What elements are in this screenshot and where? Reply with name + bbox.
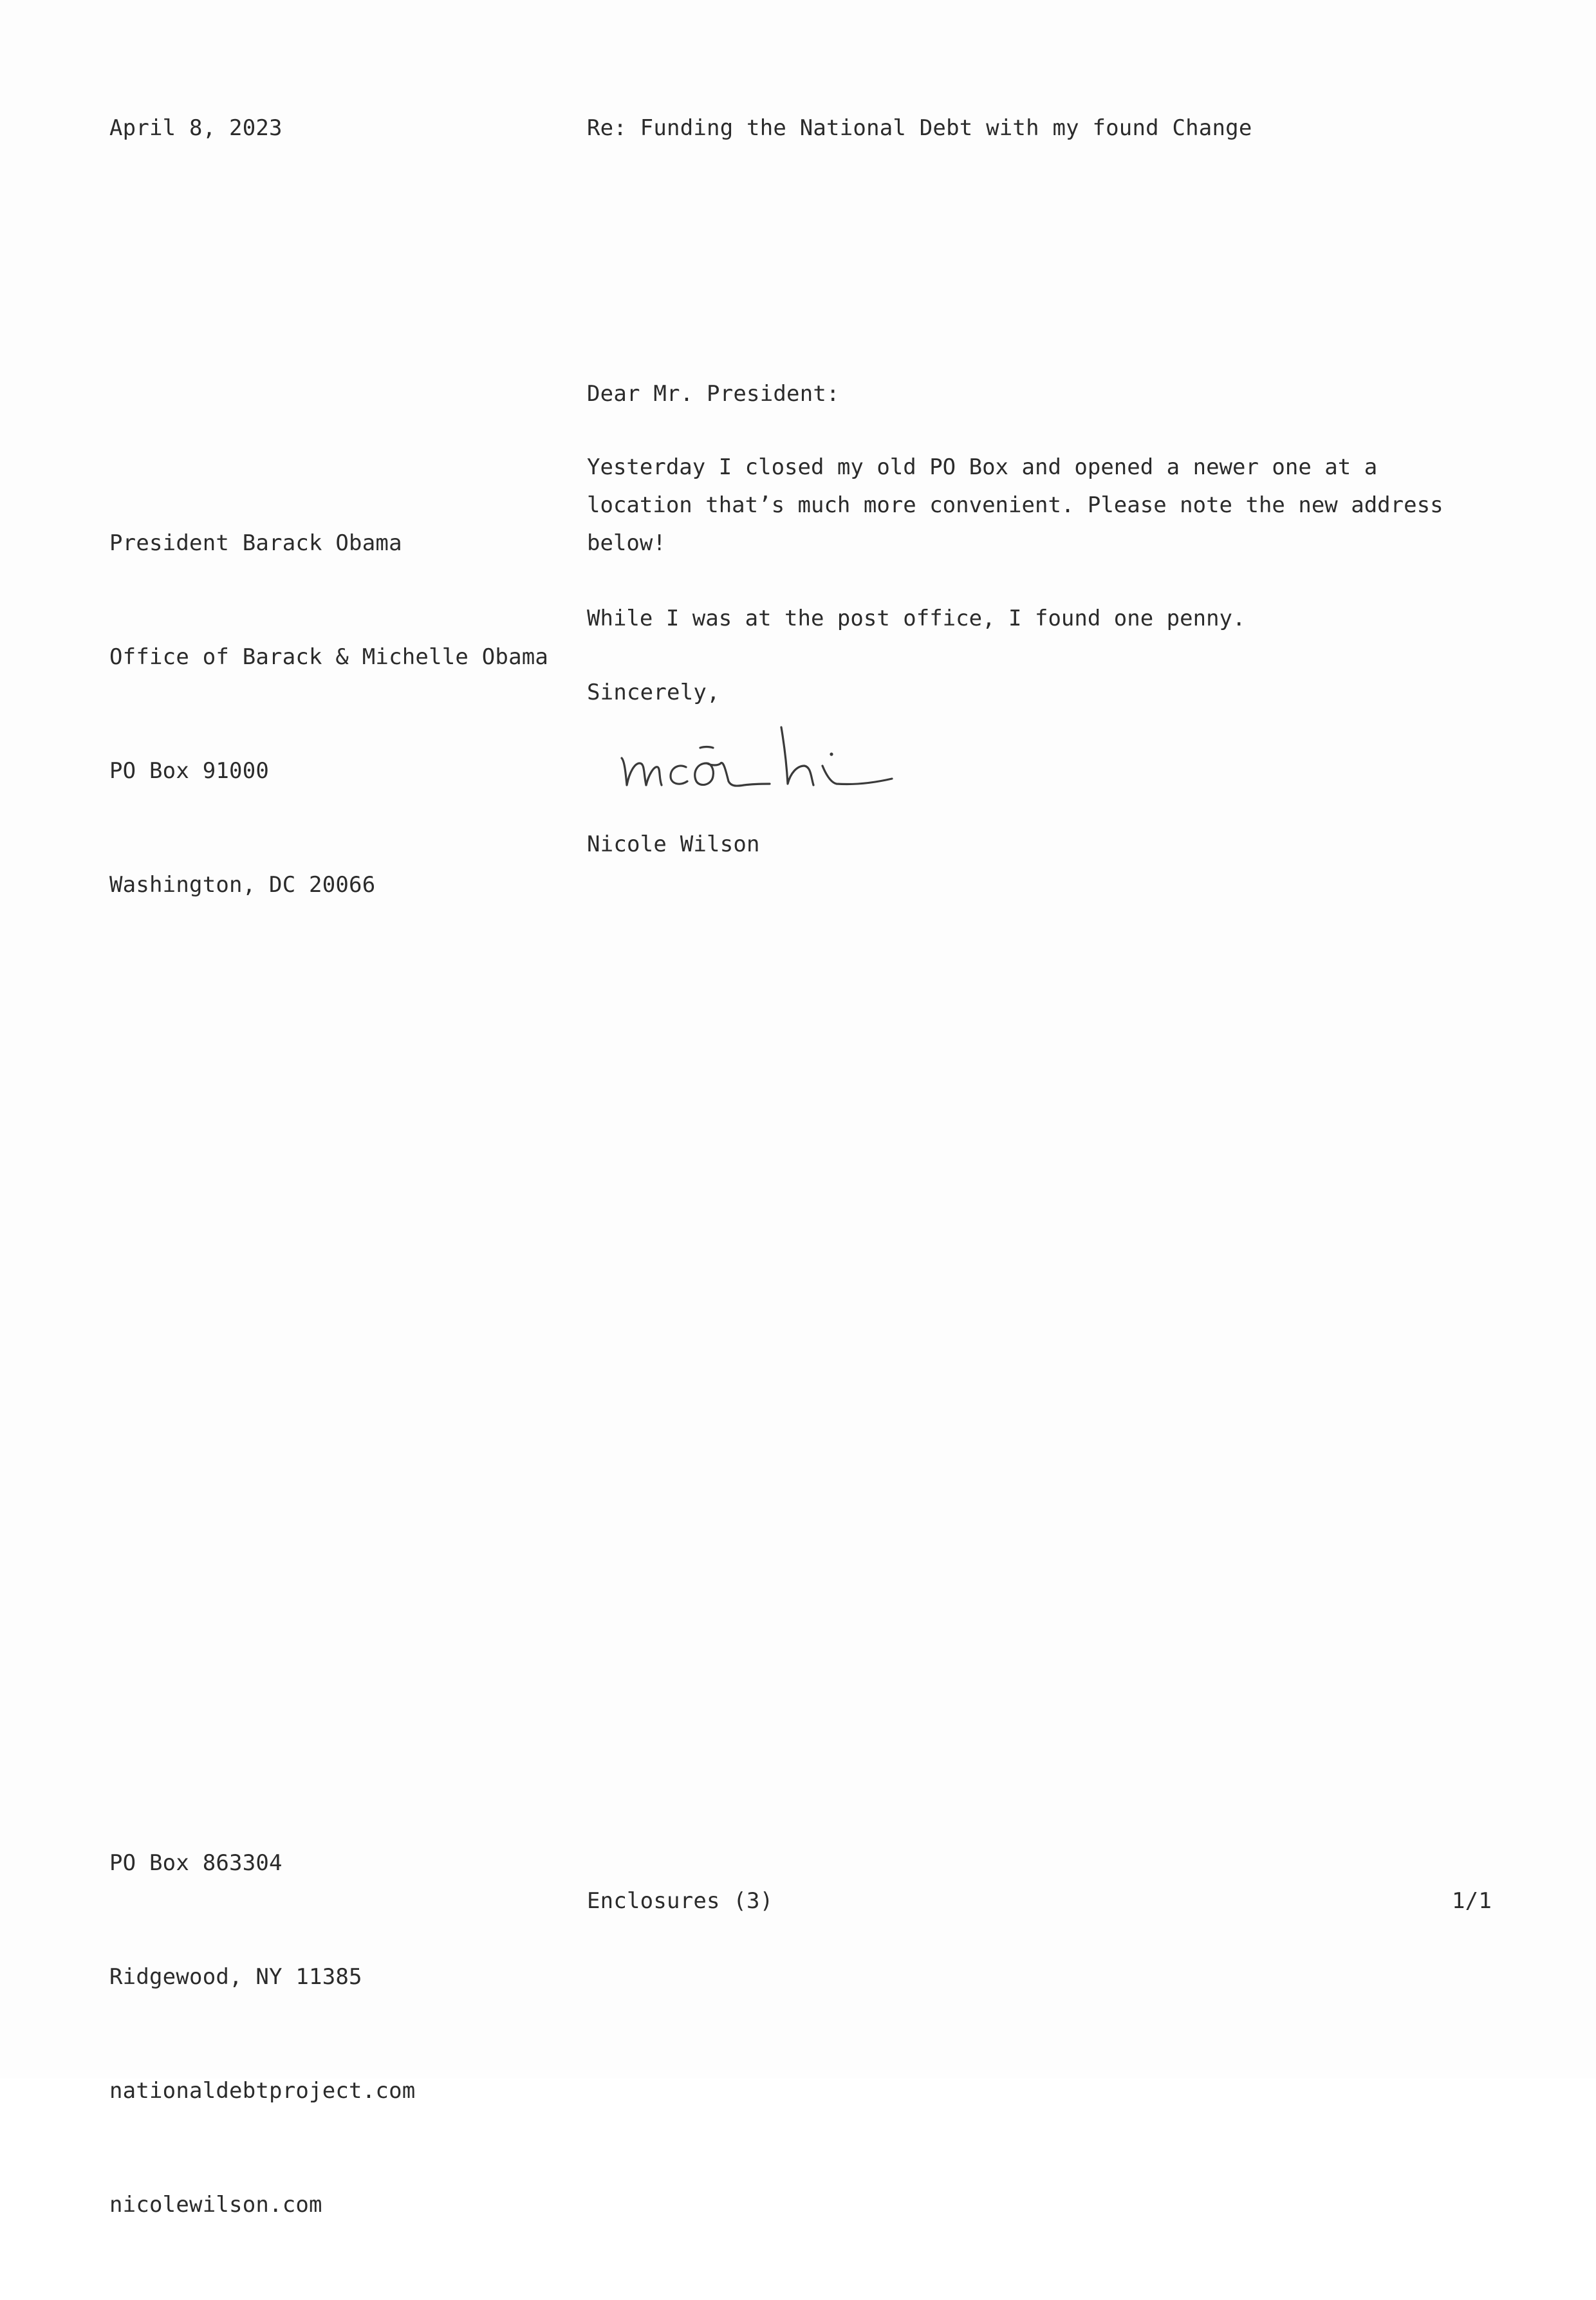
- body-paragraph-1: [587, 449, 1501, 562]
- closing: Sincerely,: [587, 680, 720, 705]
- handwritten-signature: [618, 721, 927, 798]
- recipient-line: Office of Barack & Michelle Obama: [109, 644, 549, 670]
- sender-line: nationaldebtproject.com: [109, 2078, 416, 2104]
- enclosures-note: Enclosures (3): [587, 1888, 774, 1914]
- sender-line: PO Box 863304: [109, 1850, 283, 1876]
- sender-line: nicolewilson.com: [109, 2192, 322, 2218]
- recipient-line: President Barack Obama: [109, 530, 402, 556]
- salutation: Dear Mr. President:: [587, 381, 840, 407]
- body-paragraph-2: [587, 600, 1501, 638]
- body-line: Yesterday I closed my old PO Box and opened a newer one at a: [587, 454, 1378, 480]
- body-line: location that’s much more convenient. Please note the new address: [587, 492, 1443, 518]
- body-line: While I was at the post office, I found one penny.: [587, 606, 1246, 631]
- letter-date: April 8, 2023: [109, 115, 283, 141]
- sender-address: [109, 1768, 415, 2300]
- body-line: below!: [587, 530, 666, 556]
- page-number: 1/1: [1452, 1888, 1492, 1914]
- sender-line: Ridgewood, NY 11385: [109, 1964, 362, 1990]
- recipient-address: [109, 449, 548, 980]
- letter-body: [587, 449, 1501, 675]
- letter-subject: Re: Funding the National Debt with my found Change: [587, 115, 1252, 141]
- recipient-line: PO Box 91000: [109, 758, 270, 784]
- signer-name: Nicole Wilson: [587, 831, 760, 857]
- recipient-line: Washington, DC 20066: [109, 872, 376, 898]
